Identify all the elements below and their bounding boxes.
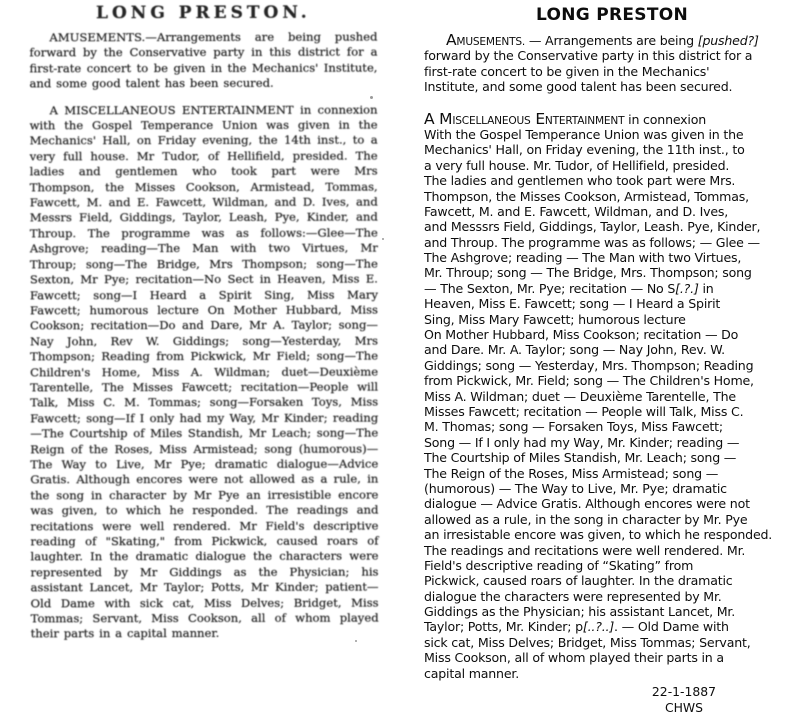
transcriber-initials: CHWS	[664, 700, 704, 716]
scan-noise-speck	[370, 96, 373, 99]
transcription-date: 22-1-1887	[651, 684, 717, 700]
paragraph-lines	[424, 48, 800, 94]
text-line: The Reign of the Roses, Miss Armistead; song —	[424, 465, 719, 481]
text-line: Giddings; song — Yesterday, Mrs. Thompson; Reading	[424, 357, 754, 373]
transcription-paragraph-amusements	[424, 33, 800, 95]
text-line: Miss A. Wildman; duet — Deuxième Tarentelle, The	[424, 388, 736, 404]
text-line	[424, 33, 800, 48]
transcription-footer	[609, 684, 759, 716]
transcription-column	[424, 0, 800, 716]
text-line: Field's descriptive reading of “Skating” from	[424, 557, 694, 573]
text-line: first-rate concert to be given in the Mechanics'	[424, 63, 710, 79]
line-text: — Arrangements are being [pushed?]	[525, 33, 759, 48]
text-line: M. Thomas; song — Forsaken Toys, Miss Fawcett;	[424, 419, 723, 435]
text-line: Giddings as the Physician; his assistant Lancet, Mr.	[424, 604, 736, 620]
transcription-headline: LONG PRESTON	[535, 5, 689, 25]
text-line: Taylor; Potts, Mr. Kinder; p[..?..]. — Old Dame with	[424, 619, 729, 635]
smallcaps-lead: A M	[424, 109, 453, 128]
text-line: a very full house. Mr. Tudor, of Hellifield, presided.	[424, 157, 730, 173]
text-line: capital manner.	[424, 665, 520, 681]
text-line: Institute, and some good talent has been secured.	[424, 79, 733, 95]
scan-paragraph-amusements: AMUSEMENTS.—Arrangements are being pushed forward by the Conservative party in this district for a first-rate concert to be given in the Mechanics' Institute, and some good talent has been secured.	[29, 29, 378, 91]
text-line: (humorous) — The Way to Live, Mr. Pye; dramatic	[424, 480, 727, 496]
text-line: The Courtship of Miles Standish, Mr. Leach; song —	[424, 450, 737, 466]
text-line: With the Gospel Temperance Union was given in the	[424, 126, 744, 142]
text-line: Pickwick, caused roars of laughter. In the dramatic	[424, 573, 733, 589]
text-line: Miss Cookson, all of whom played their parts in a	[424, 650, 724, 666]
text-line: Sing, Miss Mary Fawcett; humorous lecture	[424, 311, 686, 327]
text-line: The Ashgrove; reading — The Man with two Virtues,	[424, 250, 742, 266]
scan-noise-speck	[382, 238, 384, 240]
paragraph-lines	[424, 127, 800, 681]
scan-headline: LONG PRESTON.	[95, 2, 311, 24]
text-line: The ladies and gentlemen who took part were Mrs.	[424, 173, 736, 189]
smallcaps-rest: ISCELLANEOUS	[452, 114, 531, 127]
text-line: from Pickwick, Mr. Field; song — The Children's Home,	[424, 373, 754, 389]
text-line: Mr. Throup; song — The Bridge, Mrs. Thompson; song	[424, 265, 752, 281]
line-text: in connexion	[624, 111, 707, 127]
text-line: allowed as a rule, in the song in character by Mr. Pye	[424, 511, 748, 527]
smallcaps-rest: NTERTAINMENT	[544, 114, 625, 127]
smallcaps-lead: E	[530, 109, 545, 128]
text-line: dialogue the characters were represented by Mr.	[424, 588, 722, 604]
text-line: Song — If I only had my Way, Mr. Kinder; reading —	[424, 434, 740, 450]
text-line: an irresistable encore was given, to which he responded.	[424, 527, 773, 543]
text-line: dialogue — Advice Gratis. Although encores were not	[424, 496, 750, 512]
text-line: Heaven, Miss E. Fawcett; song — I Heard a Spirit	[424, 296, 721, 312]
text-line: The readings and recitations were well rendered. Mr.	[424, 542, 746, 558]
transcription-paragraph-entertainment	[424, 109, 800, 681]
scan-noise-speck	[355, 640, 357, 642]
text-line: sick cat, Miss Delves; Bridget, Miss Tommas; Servant,	[424, 634, 751, 650]
smallcaps-rest: MUSEMENTS.	[456, 36, 526, 48]
text-line: Misses Fawcett; recitation — People will Talk, Miss C.	[424, 403, 744, 419]
text-line: — The Sexton, Mr. Pye; recitation — No S[.?.] in	[424, 280, 714, 296]
text-line: forward by the Conservative party in this district for a	[424, 48, 753, 64]
text-line: Mechanics' Hall, on Friday evening, the 11th inst., to	[424, 142, 745, 158]
text-line: and Throup. The programme was as follows; — Glee —	[424, 234, 760, 250]
text-line: Thompson, the Misses Cookson, Armistead, Tommas,	[424, 188, 749, 204]
text-line: On Mother Hubbard, Miss Cookson; recitation — Do	[424, 327, 739, 343]
text-line: and Dare. Mr. A. Taylor; song — Nay John, Rev. W.	[424, 342, 725, 358]
scan-paragraph-entertainment: A MISCELLANEOUS ENTERTAINMENT in connexion with the Gospel Temperance Union was given in the Mechanics' Hall, on Friday evening, the 14th inst., to a very full house. Mr Tudor, of Hellifield, presided. The ladies and gentlemen who took part were Mrs Thompson, the Misses Cookson, Armistead, Tommas, Fawcett, M. and E. Fawcett, Wildman, and D. Ives, and Messrs Field, Giddings, Taylor, Leash, Pye, Kinder, and Throup. The programme was as follows:—Glee—The Ashgrove; reading—The Man with two Virtues, Mr Throup; song—The Bridge, Mrs Thompson; song—The Sexton, Mr Pye; recitation—No Sect in Heaven, Miss E. Fawcett; song—I Heard a Spirit Sing, Miss Mary Fawcett; humorous lecture On Mother Hubbard, Miss Cookson; recitation—Do and Dare, Mr A. Taylor; song—Nay John, Rev W. Giddings; song—Yesterday, Mrs Thompson; Reading from Pickwick, Mr Field; song—The Children's Home, Miss A. Wildman; duet—Deuxième Tarentelle, The Misses Fawcett; recitation—People will Talk, Miss C. M. Tommas; song—Forsaken Toys, Miss Fawcett; song—If I only had my Way, Mr Kinder; reading—The Courtship of Miles Standish, Mr Leach; song—The Reign of the Roses, Miss Armistead; song (humorous)—The Way to Live, Mr Pye; dramatic dialogue—Advice Gratis. Although encores were not allowed as a rule, in the song in character by Mr Pye an irresistible encore was given, to which he responded. The readings and recitations were well rendered. Mr Field's descriptive reading of "Skating," from Pickwick, caused roars of laughter. In the dramatic dialogue the characters were represented by Mr Giddings as the Physician; his assistant Lancet, Mr Taylor; Potts, Mr Kinder; patient—Old Dame with sick cat, Miss Delves; Bridget, Miss Tommas; Servant, Miss Cookson, all of whom played their parts in a capital manner.	[29, 102, 379, 641]
text-line	[424, 109, 800, 128]
text-line: and Messsrs Field, Giddings, Taylor, Leash. Pye, Kinder,	[424, 219, 761, 235]
smallcaps-lead: A	[446, 31, 457, 49]
text-line: Fawcett, M. and E. Fawcett, Wildman, and D. Ives,	[424, 203, 729, 219]
newspaper-scan-column	[29, 0, 378, 642]
